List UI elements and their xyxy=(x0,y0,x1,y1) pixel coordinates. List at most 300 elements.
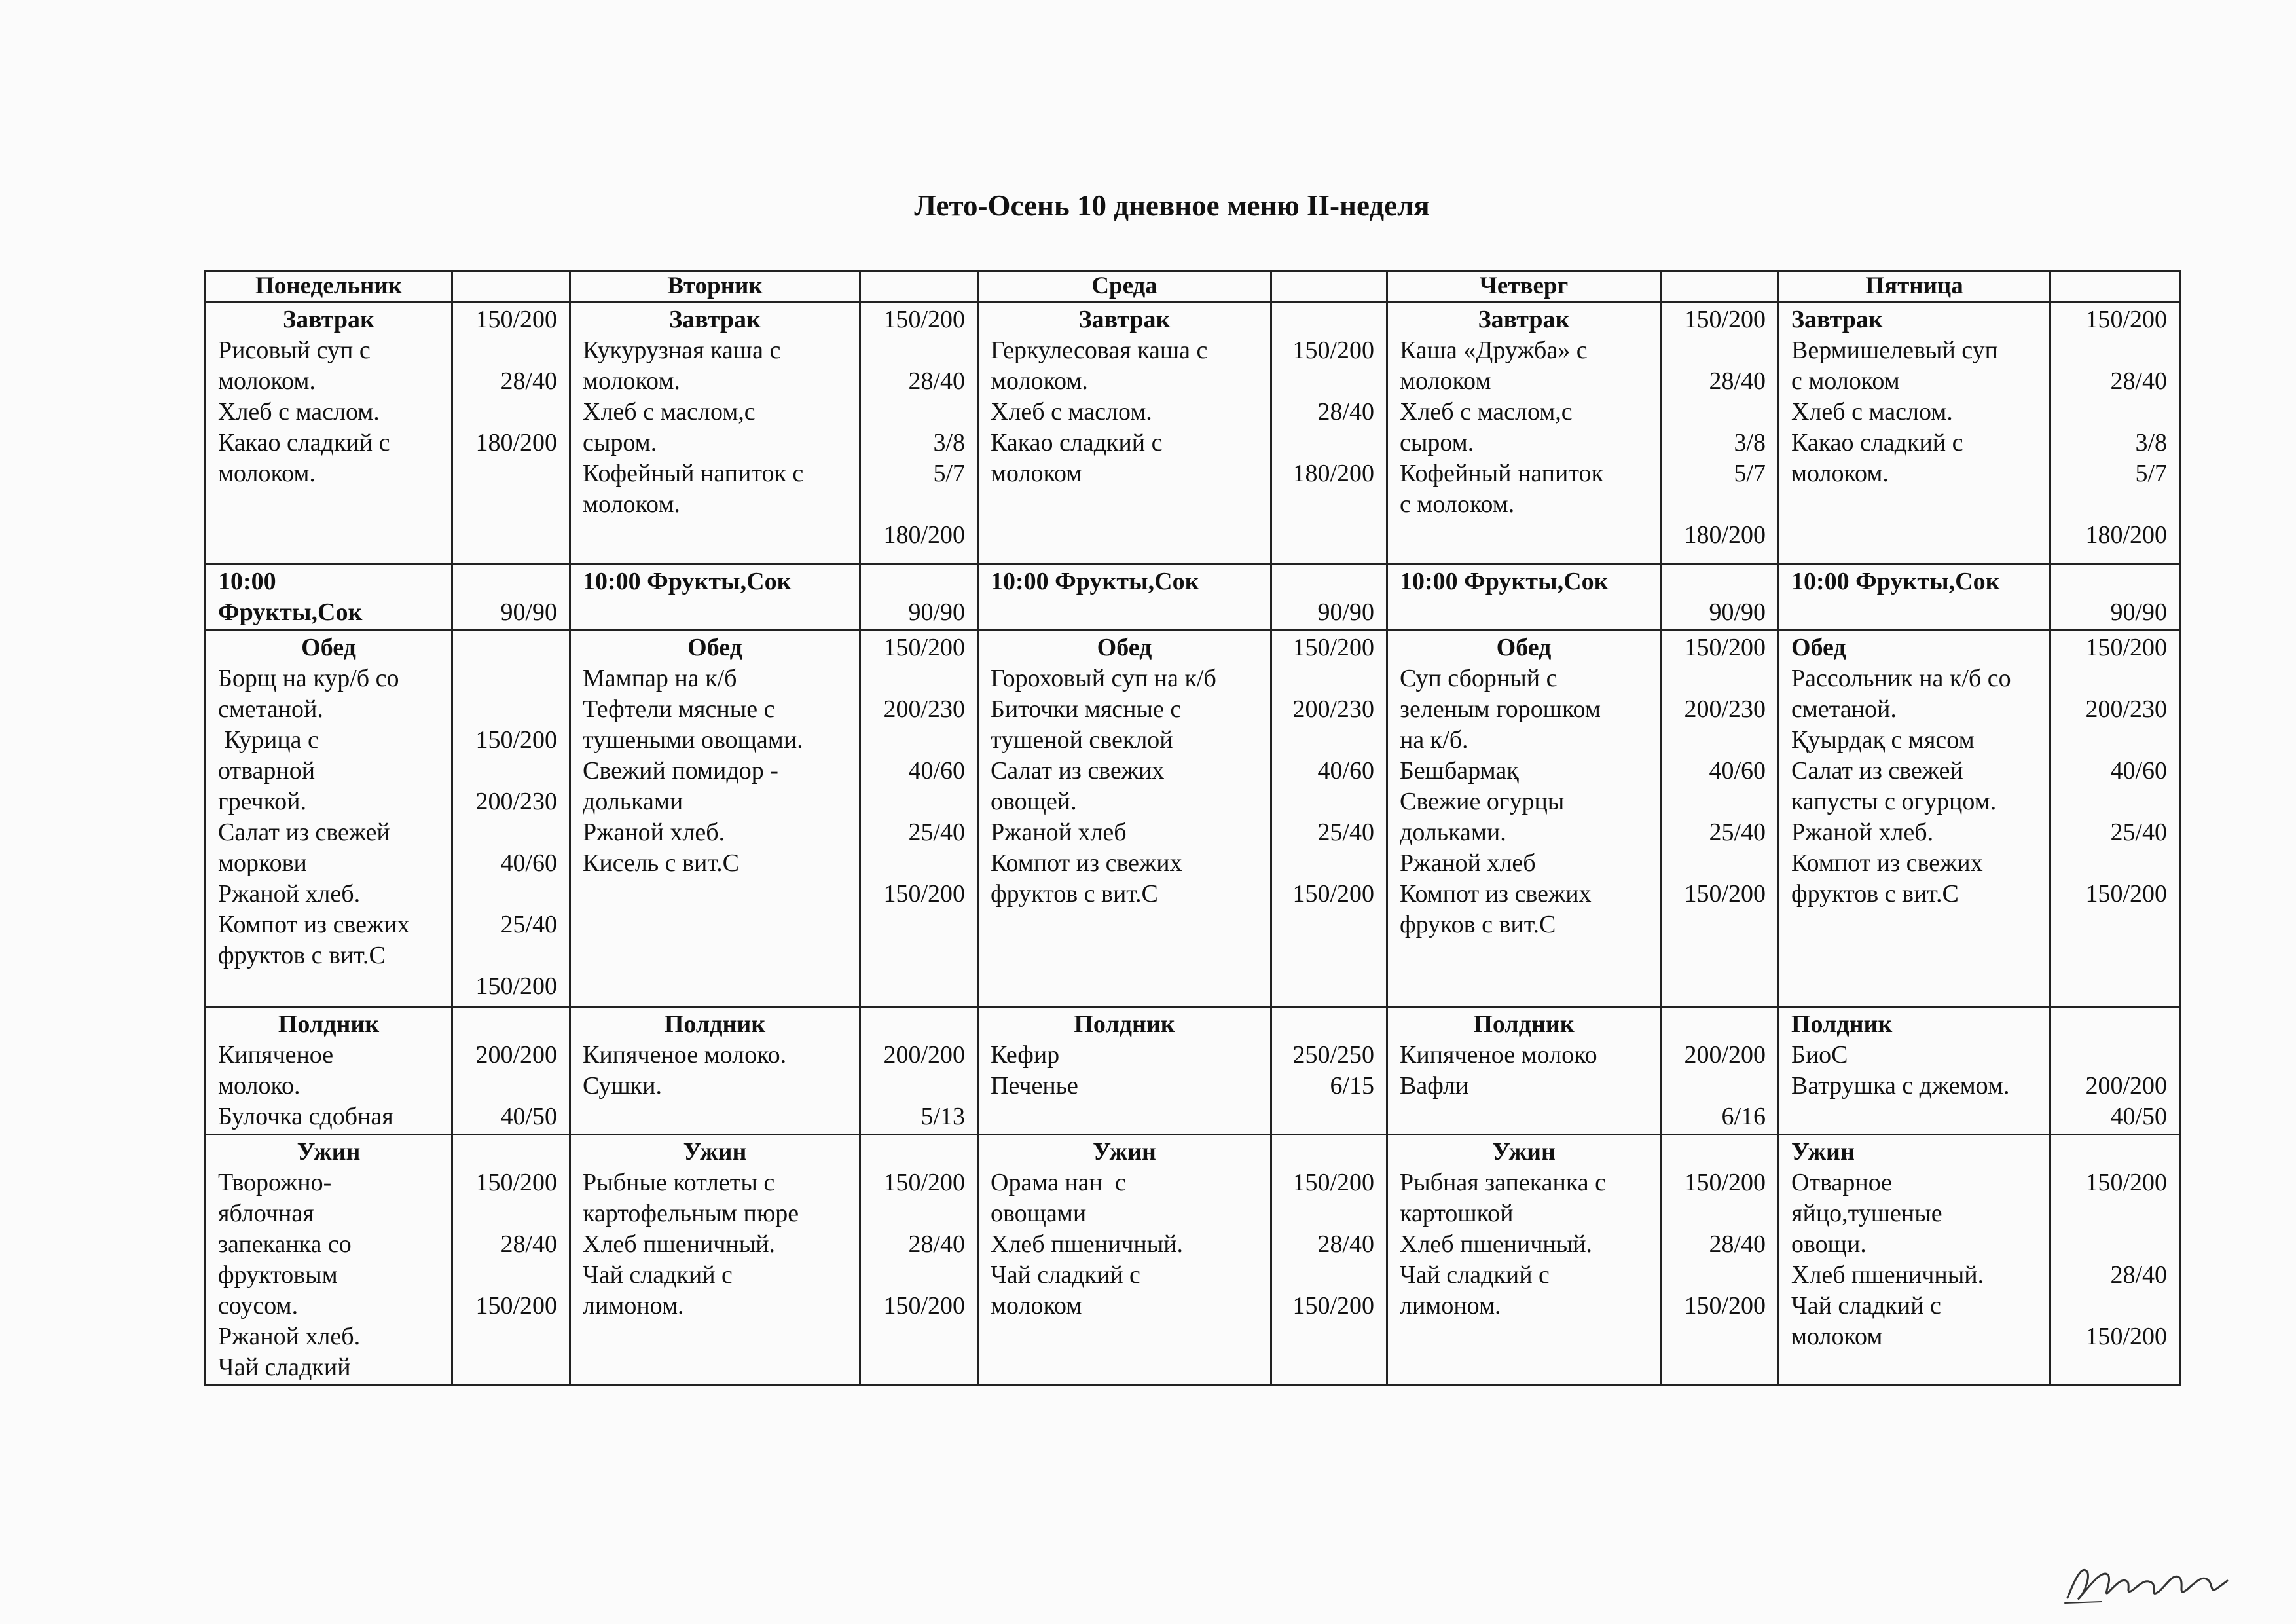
portion-value xyxy=(1277,1009,1374,1040)
portion-value: 90/90 xyxy=(908,599,965,626)
dish-line: Ржаной хлеб. xyxy=(1791,819,1934,846)
portion-value: 5/7 xyxy=(933,460,965,487)
dish-line: Кофейный напиток с xyxy=(583,460,804,487)
meal-cell xyxy=(978,564,1271,631)
meal-cell xyxy=(206,1135,452,1386)
portion-value xyxy=(458,879,557,910)
dish-line: моркови xyxy=(218,849,307,877)
dish-line: Печенье xyxy=(991,1072,1078,1099)
portion-value: 90/90 xyxy=(500,599,557,626)
portion-value: 25/40 xyxy=(908,819,965,846)
dish-line: овощами xyxy=(991,1200,1087,1227)
portion-value xyxy=(1667,1137,1766,1168)
portion-value: 150/200 xyxy=(1292,634,1374,661)
portion-value: 180/200 xyxy=(1684,521,1766,549)
portion-value: 90/90 xyxy=(1709,599,1766,626)
portion-value xyxy=(2056,335,2167,366)
dish-line: с молоком. xyxy=(1400,490,1515,518)
portion-value: 5/13 xyxy=(920,1103,965,1130)
portion-value xyxy=(458,1260,557,1291)
portion-value xyxy=(458,397,557,428)
dish-line: зеленым горошком xyxy=(1400,695,1601,723)
dish-line: капусты с огурцом. xyxy=(1791,788,1997,815)
meal-cell xyxy=(978,1135,1271,1386)
portion-value: 150/200 xyxy=(1684,880,1766,908)
dish-line: Кисель с вит.С xyxy=(583,849,739,877)
dish-line: Чай сладкий с xyxy=(991,1261,1140,1289)
portion-value: 40/60 xyxy=(2110,757,2167,784)
meal-title: Ужин xyxy=(1791,1138,1855,1166)
portion-value: 28/40 xyxy=(500,367,557,395)
dish-line: молоком. xyxy=(991,367,1088,395)
portion-value xyxy=(1667,1198,1766,1229)
meal-cell xyxy=(570,1007,860,1135)
portion-value xyxy=(1667,489,1766,520)
meal-cell xyxy=(206,564,452,631)
dish-line: Салат из свежей xyxy=(1791,757,1963,784)
meal-cell xyxy=(1779,564,2050,631)
portion-value: 150/200 xyxy=(1684,634,1766,661)
dish-line: Хлеб с маслом. xyxy=(991,398,1152,426)
portion-value xyxy=(2056,397,2167,428)
dish-line: Орама нан с xyxy=(991,1169,1126,1196)
dish-line: Кофейный напиток xyxy=(1400,460,1603,487)
meal-cell xyxy=(206,303,452,564)
dish-line: Хлеб пшеничный. xyxy=(583,1230,776,1258)
dish-line: Хлеб с маслом. xyxy=(1791,398,1953,426)
meal-title: Ужин xyxy=(1093,1138,1156,1166)
portion-value xyxy=(866,848,965,879)
meal-cell xyxy=(206,1007,452,1135)
dish-line: БиоС xyxy=(1791,1041,1848,1069)
dish-line: Суп сборный с xyxy=(1400,665,1558,692)
portion-value xyxy=(866,489,965,520)
dish-line: Компот из свежих xyxy=(218,911,410,938)
portion-value: 28/40 xyxy=(1709,1230,1766,1258)
portion-value: 150/200 xyxy=(1684,1169,1766,1196)
portion-value: 150/200 xyxy=(2085,1169,2167,1196)
dish-line: молоком xyxy=(1400,367,1491,395)
portion-value xyxy=(2056,1229,2167,1260)
portion-value xyxy=(458,756,557,786)
dish-line: Хлеб с маслом,с xyxy=(1400,398,1573,426)
dish-line: молоком. xyxy=(1791,460,1889,487)
portion-value: 40/60 xyxy=(1709,757,1766,784)
dish-line: Чай сладкий с xyxy=(583,1261,733,1289)
portion-value xyxy=(1277,366,1374,397)
portion-value: 25/40 xyxy=(2110,819,2167,846)
portion-header xyxy=(452,271,570,303)
meal-cell xyxy=(1387,1007,1661,1135)
dish-line: Ржаной хлеб. xyxy=(583,819,725,846)
portion-value: 150/200 xyxy=(883,306,965,333)
portion-value: 28/40 xyxy=(1317,1230,1374,1258)
portion-value xyxy=(2056,1198,2167,1229)
dish-line: яйцо,тушеные xyxy=(1791,1200,1942,1227)
portion-cell xyxy=(2050,564,2180,631)
day-header-row xyxy=(206,271,2180,303)
portion-value xyxy=(1667,786,1766,817)
portion-value: 200/230 xyxy=(1684,695,1766,723)
portion-value: 180/200 xyxy=(883,521,965,549)
dish-line: Чай сладкий с xyxy=(1791,1292,1941,1320)
portion-value: 150/200 xyxy=(883,1169,965,1196)
portion-value: 28/40 xyxy=(2110,1261,2167,1289)
portion-value: 150/200 xyxy=(883,1292,965,1320)
portion-value xyxy=(458,633,557,663)
portion-cell xyxy=(1661,1007,1779,1135)
portion-cell xyxy=(2050,631,2180,1007)
portion-value xyxy=(2056,725,2167,756)
portion-value: 5/7 xyxy=(1734,460,1766,487)
dinner-row xyxy=(206,1135,2180,1386)
portion-value xyxy=(866,786,965,817)
dish-line: фруктов с вит.С xyxy=(991,880,1158,908)
portion-value: 150/200 xyxy=(475,1169,557,1196)
meal-cell xyxy=(1387,564,1661,631)
dish-line: Вафли xyxy=(1400,1072,1469,1099)
portion-value: 180/200 xyxy=(475,429,557,456)
portion-value xyxy=(458,1198,557,1229)
dish-line: Какао сладкий с xyxy=(991,429,1163,456)
dish-line: фруков с вит.С xyxy=(1400,911,1556,938)
portion-value: 150/200 xyxy=(1292,337,1374,364)
portion-value xyxy=(458,1009,557,1040)
dish-line: Хлеб пшеничный. xyxy=(1791,1261,1984,1289)
portion-value xyxy=(1667,1009,1766,1040)
portion-value: 150/200 xyxy=(2085,880,2167,908)
meal-title: Завтрак xyxy=(283,306,374,333)
portion-value xyxy=(1277,725,1374,756)
dish-line: фруктов с вит.С xyxy=(1791,880,1959,908)
dish-line: Салат из свежих xyxy=(991,757,1165,784)
dish-line: молоком. xyxy=(218,367,316,395)
portion-value: 6/16 xyxy=(1721,1103,1766,1130)
portion-value: 180/200 xyxy=(1292,460,1374,487)
portion-value: 150/200 xyxy=(1684,306,1766,333)
dish-line: тушеными овощами. xyxy=(583,726,803,754)
menu-table xyxy=(204,270,2181,1386)
portion-value xyxy=(1667,335,1766,366)
portion-value: 200/200 xyxy=(1684,1041,1766,1069)
dish-line: лимоном. xyxy=(583,1292,684,1320)
portion-value xyxy=(1277,1137,1374,1168)
dish-line: Рыбные котлеты с xyxy=(583,1169,775,1196)
breakfast-row xyxy=(206,303,2180,564)
portion-value xyxy=(458,817,557,848)
portion-cell xyxy=(2050,1135,2180,1386)
dish-line: 10:00 Фрукты,Сок xyxy=(991,568,1199,595)
portion-value: 28/40 xyxy=(1709,367,1766,395)
portion-cell xyxy=(1661,303,1779,564)
portion-value: 25/40 xyxy=(500,911,557,938)
dish-line: Компот из свежих xyxy=(1791,849,1983,877)
dish-line: Борщ на кур/б со xyxy=(218,665,399,692)
portion-cell xyxy=(452,303,570,564)
portion-cell xyxy=(1271,1007,1387,1135)
portion-value: 150/200 xyxy=(1292,880,1374,908)
portion-header xyxy=(1271,271,1387,303)
meal-title: Ужин xyxy=(297,1138,361,1166)
dish-line: Салат из свежей xyxy=(218,819,390,846)
dish-line: фруктовым xyxy=(218,1261,338,1289)
meal-cell xyxy=(1387,631,1661,1007)
dish-line: Ржаной хлеб. xyxy=(218,880,361,908)
portion-cell xyxy=(1271,303,1387,564)
dish-line: Кефир xyxy=(991,1041,1060,1069)
dish-line: Хлеб пшеничный. xyxy=(1400,1230,1593,1258)
dish-line: Компот из свежих xyxy=(991,849,1182,877)
portion-value: 150/200 xyxy=(883,880,965,908)
portion-cell xyxy=(1271,631,1387,1007)
dish-line: отварной xyxy=(218,757,316,784)
portion-value xyxy=(1277,1198,1374,1229)
portion-header xyxy=(860,271,978,303)
portion-cell xyxy=(1661,1135,1779,1386)
portion-value: 90/90 xyxy=(1317,599,1374,626)
dish-line: 10:00 Фрукты,Сок xyxy=(1400,568,1609,595)
meal-cell xyxy=(978,631,1271,1007)
portion-cell xyxy=(860,1135,978,1386)
dish-line: Свежий помидор - xyxy=(583,757,778,784)
dish-line: молоком xyxy=(991,460,1082,487)
meal-cell xyxy=(1779,303,2050,564)
portion-cell xyxy=(2050,303,2180,564)
portion-value xyxy=(866,1260,965,1291)
meal-title: Завтрак xyxy=(1791,306,1883,333)
dish-line: Компот из свежих xyxy=(1400,880,1592,908)
portion-value: 150/200 xyxy=(1292,1169,1374,1196)
meal-cell xyxy=(978,1007,1271,1135)
portion-value xyxy=(2056,786,2167,817)
portion-value: 40/60 xyxy=(1317,757,1374,784)
portion-value xyxy=(1277,304,1374,335)
day-header: Четверг xyxy=(1387,271,1661,303)
lunch-row xyxy=(206,631,2180,1007)
dish-line: Рисовый суп с xyxy=(218,337,371,364)
meal-cell xyxy=(1387,1135,1661,1386)
portion-value: 25/40 xyxy=(1709,819,1766,846)
day-header: Пятница xyxy=(1779,271,2050,303)
dish-line: тушеной свеклой xyxy=(991,726,1173,754)
dish-line: молоком xyxy=(1791,1323,1883,1350)
portion-value: 150/200 xyxy=(2085,634,2167,661)
dish-line: сыром. xyxy=(1400,429,1474,456)
dish-line: Ржаной хлеб. xyxy=(218,1323,361,1350)
meal-title: Полдник xyxy=(278,1010,380,1038)
meal-title: Обед xyxy=(1097,634,1152,661)
dish-line: Каша «Дружба» с xyxy=(1400,337,1588,364)
dish-line: соусом. xyxy=(218,1292,299,1320)
portion-value xyxy=(2056,1040,2167,1071)
dish-line: Тефтели мясные с xyxy=(583,695,775,723)
dish-line: Кипяченое молоко xyxy=(1400,1041,1597,1069)
portion-header xyxy=(1661,271,1779,303)
portion-value: 150/200 xyxy=(475,306,557,333)
portion-value xyxy=(866,725,965,756)
portion-value xyxy=(458,694,557,725)
signature xyxy=(2062,1552,2232,1611)
meal-title: Полдник xyxy=(1791,1010,1893,1038)
portion-value: 200/200 xyxy=(883,1041,965,1069)
dish-line: Творожно- xyxy=(218,1169,332,1196)
dish-line: Хлеб с маслом,с xyxy=(583,398,756,426)
portion-value: 150/200 xyxy=(2085,306,2167,333)
portion-value xyxy=(866,335,965,366)
portion-value xyxy=(866,566,965,597)
dish-line: Какао сладкий с xyxy=(1791,429,1963,456)
dish-line: Курица с xyxy=(218,726,319,754)
portion-value xyxy=(458,1137,557,1168)
dish-line: Ржаной хлеб xyxy=(991,819,1127,846)
portion-value: 150/200 xyxy=(475,726,557,754)
portion-value xyxy=(458,1071,557,1101)
dish-line: сметаной. xyxy=(218,695,323,723)
portion-value xyxy=(2056,663,2167,694)
afternoon-row xyxy=(206,1007,2180,1135)
portion-value: 25/40 xyxy=(1317,819,1374,846)
portion-cell xyxy=(860,1007,978,1135)
dish-line: молоком. xyxy=(583,367,680,395)
portion-header xyxy=(2050,271,2180,303)
dish-line: Отварное xyxy=(1791,1169,1893,1196)
meal-title: Полдник xyxy=(1074,1010,1175,1038)
day-header: Вторник xyxy=(570,271,860,303)
dish-line: молоком. xyxy=(583,490,680,518)
dish-line: 10:00 Фрукты,Сок xyxy=(583,568,792,595)
dish-line: молоком xyxy=(991,1292,1082,1320)
portion-value: 3/8 xyxy=(2135,429,2167,456)
portion-value xyxy=(458,940,557,971)
portion-value xyxy=(866,1137,965,1168)
meal-title: Полдник xyxy=(664,1010,766,1038)
meal-cell xyxy=(570,303,860,564)
portion-value xyxy=(1277,663,1374,694)
meal-cell xyxy=(1779,1007,2050,1135)
dish-line: лимоном. xyxy=(1400,1292,1501,1320)
dish-line: Рассольник на к/б со xyxy=(1791,665,2011,692)
portion-value xyxy=(2056,1291,2167,1321)
dish-line: на к/б. xyxy=(1400,726,1468,754)
meal-cell xyxy=(570,564,860,631)
portion-cell xyxy=(860,564,978,631)
dish-line: Хлеб пшеничный. xyxy=(991,1230,1184,1258)
portion-value: 150/200 xyxy=(475,972,557,1000)
meal-title: Завтрак xyxy=(1478,306,1570,333)
portion-value xyxy=(1277,428,1374,458)
portion-value xyxy=(1667,397,1766,428)
dish-line: Свежие огурцы xyxy=(1400,788,1565,815)
dish-line: овощи. xyxy=(1791,1230,1867,1258)
portion-value xyxy=(1277,566,1374,597)
dish-line: сыром. xyxy=(583,429,657,456)
portion-value: 150/200 xyxy=(475,1292,557,1320)
portion-value: 40/50 xyxy=(500,1103,557,1130)
meal-title: Ужин xyxy=(683,1138,747,1166)
portion-value xyxy=(866,1071,965,1101)
portion-value: 28/40 xyxy=(1317,398,1374,426)
portion-value: 3/8 xyxy=(1734,429,1766,456)
portion-cell xyxy=(860,631,978,1007)
portion-cell xyxy=(452,1007,570,1135)
portion-cell xyxy=(2050,1007,2180,1135)
dish-line: Ватрушка с джемом. xyxy=(1791,1072,2010,1099)
dish-line: Мампар на к/б xyxy=(583,665,737,692)
dish-line: Геркулесовая каша с xyxy=(991,337,1208,364)
portion-value: 5/7 xyxy=(2135,460,2167,487)
meal-cell xyxy=(1779,1135,2050,1386)
portion-value xyxy=(458,335,557,366)
meal-title: Ужин xyxy=(1492,1138,1556,1166)
dish-line: яблочная xyxy=(218,1200,314,1227)
portion-value xyxy=(458,566,557,597)
dish-line: с молоком xyxy=(1791,367,1900,395)
day-header: Понедельник xyxy=(206,271,452,303)
portion-value: 150/200 xyxy=(1684,1292,1766,1320)
dish-line: картошкой xyxy=(1400,1200,1514,1227)
meal-title: Обед xyxy=(1791,634,1846,661)
meal-cell xyxy=(570,631,860,1007)
dish-line: дольками. xyxy=(1400,819,1506,846)
portion-value: 200/200 xyxy=(475,1041,557,1069)
portion-value xyxy=(1667,1071,1766,1101)
portion-value xyxy=(458,663,557,694)
meal-title: Обед xyxy=(1496,634,1552,661)
dish-line: Фрукты,Сок xyxy=(218,599,363,626)
portion-value xyxy=(2056,489,2167,520)
meal-title: Обед xyxy=(301,634,356,661)
dish-line: молоком. xyxy=(218,460,316,487)
dish-line: Ржаной хлеб xyxy=(1400,849,1536,877)
meal-cell xyxy=(978,303,1271,564)
portion-value: 200/230 xyxy=(475,788,557,815)
portion-value xyxy=(1667,663,1766,694)
portion-value: 150/200 xyxy=(883,634,965,661)
portion-value xyxy=(866,1009,965,1040)
portion-value xyxy=(1277,786,1374,817)
portion-value: 90/90 xyxy=(2110,599,2167,626)
portion-value xyxy=(2056,1137,2167,1168)
dish-line: 10:00 xyxy=(218,568,276,595)
portion-value: 150/200 xyxy=(1292,1292,1374,1320)
portion-value xyxy=(1277,1260,1374,1291)
dish-line: молоко. xyxy=(218,1072,301,1099)
portion-value: 200/230 xyxy=(1292,695,1374,723)
portion-value: 180/200 xyxy=(2085,521,2167,549)
portion-cell xyxy=(452,1135,570,1386)
dish-line: 10:00 Фрукты,Сок xyxy=(1791,568,2000,595)
dish-line: гречкой. xyxy=(218,788,306,815)
portion-value: 40/60 xyxy=(908,757,965,784)
meal-title: Завтрак xyxy=(669,306,761,333)
meal-cell xyxy=(1387,303,1661,564)
portion-value: 200/230 xyxy=(2085,695,2167,723)
meal-title: Завтрак xyxy=(1078,306,1171,333)
portion-cell xyxy=(1661,631,1779,1007)
portion-value xyxy=(2056,1009,2167,1040)
portion-value: 28/40 xyxy=(908,367,965,395)
portion-cell xyxy=(452,631,570,1007)
portion-value: 3/8 xyxy=(933,429,965,456)
day-header: Среда xyxy=(978,271,1271,303)
portion-value: 40/60 xyxy=(500,849,557,877)
dish-line: Кипяченое молоко. xyxy=(583,1041,787,1069)
meal-cell xyxy=(570,1135,860,1386)
portion-value: 28/40 xyxy=(908,1230,965,1258)
dish-line: Қуырдақ с мясом xyxy=(1791,726,1975,754)
dish-line: сметаной. xyxy=(1791,695,1897,723)
portion-value: 6/15 xyxy=(1330,1072,1374,1099)
